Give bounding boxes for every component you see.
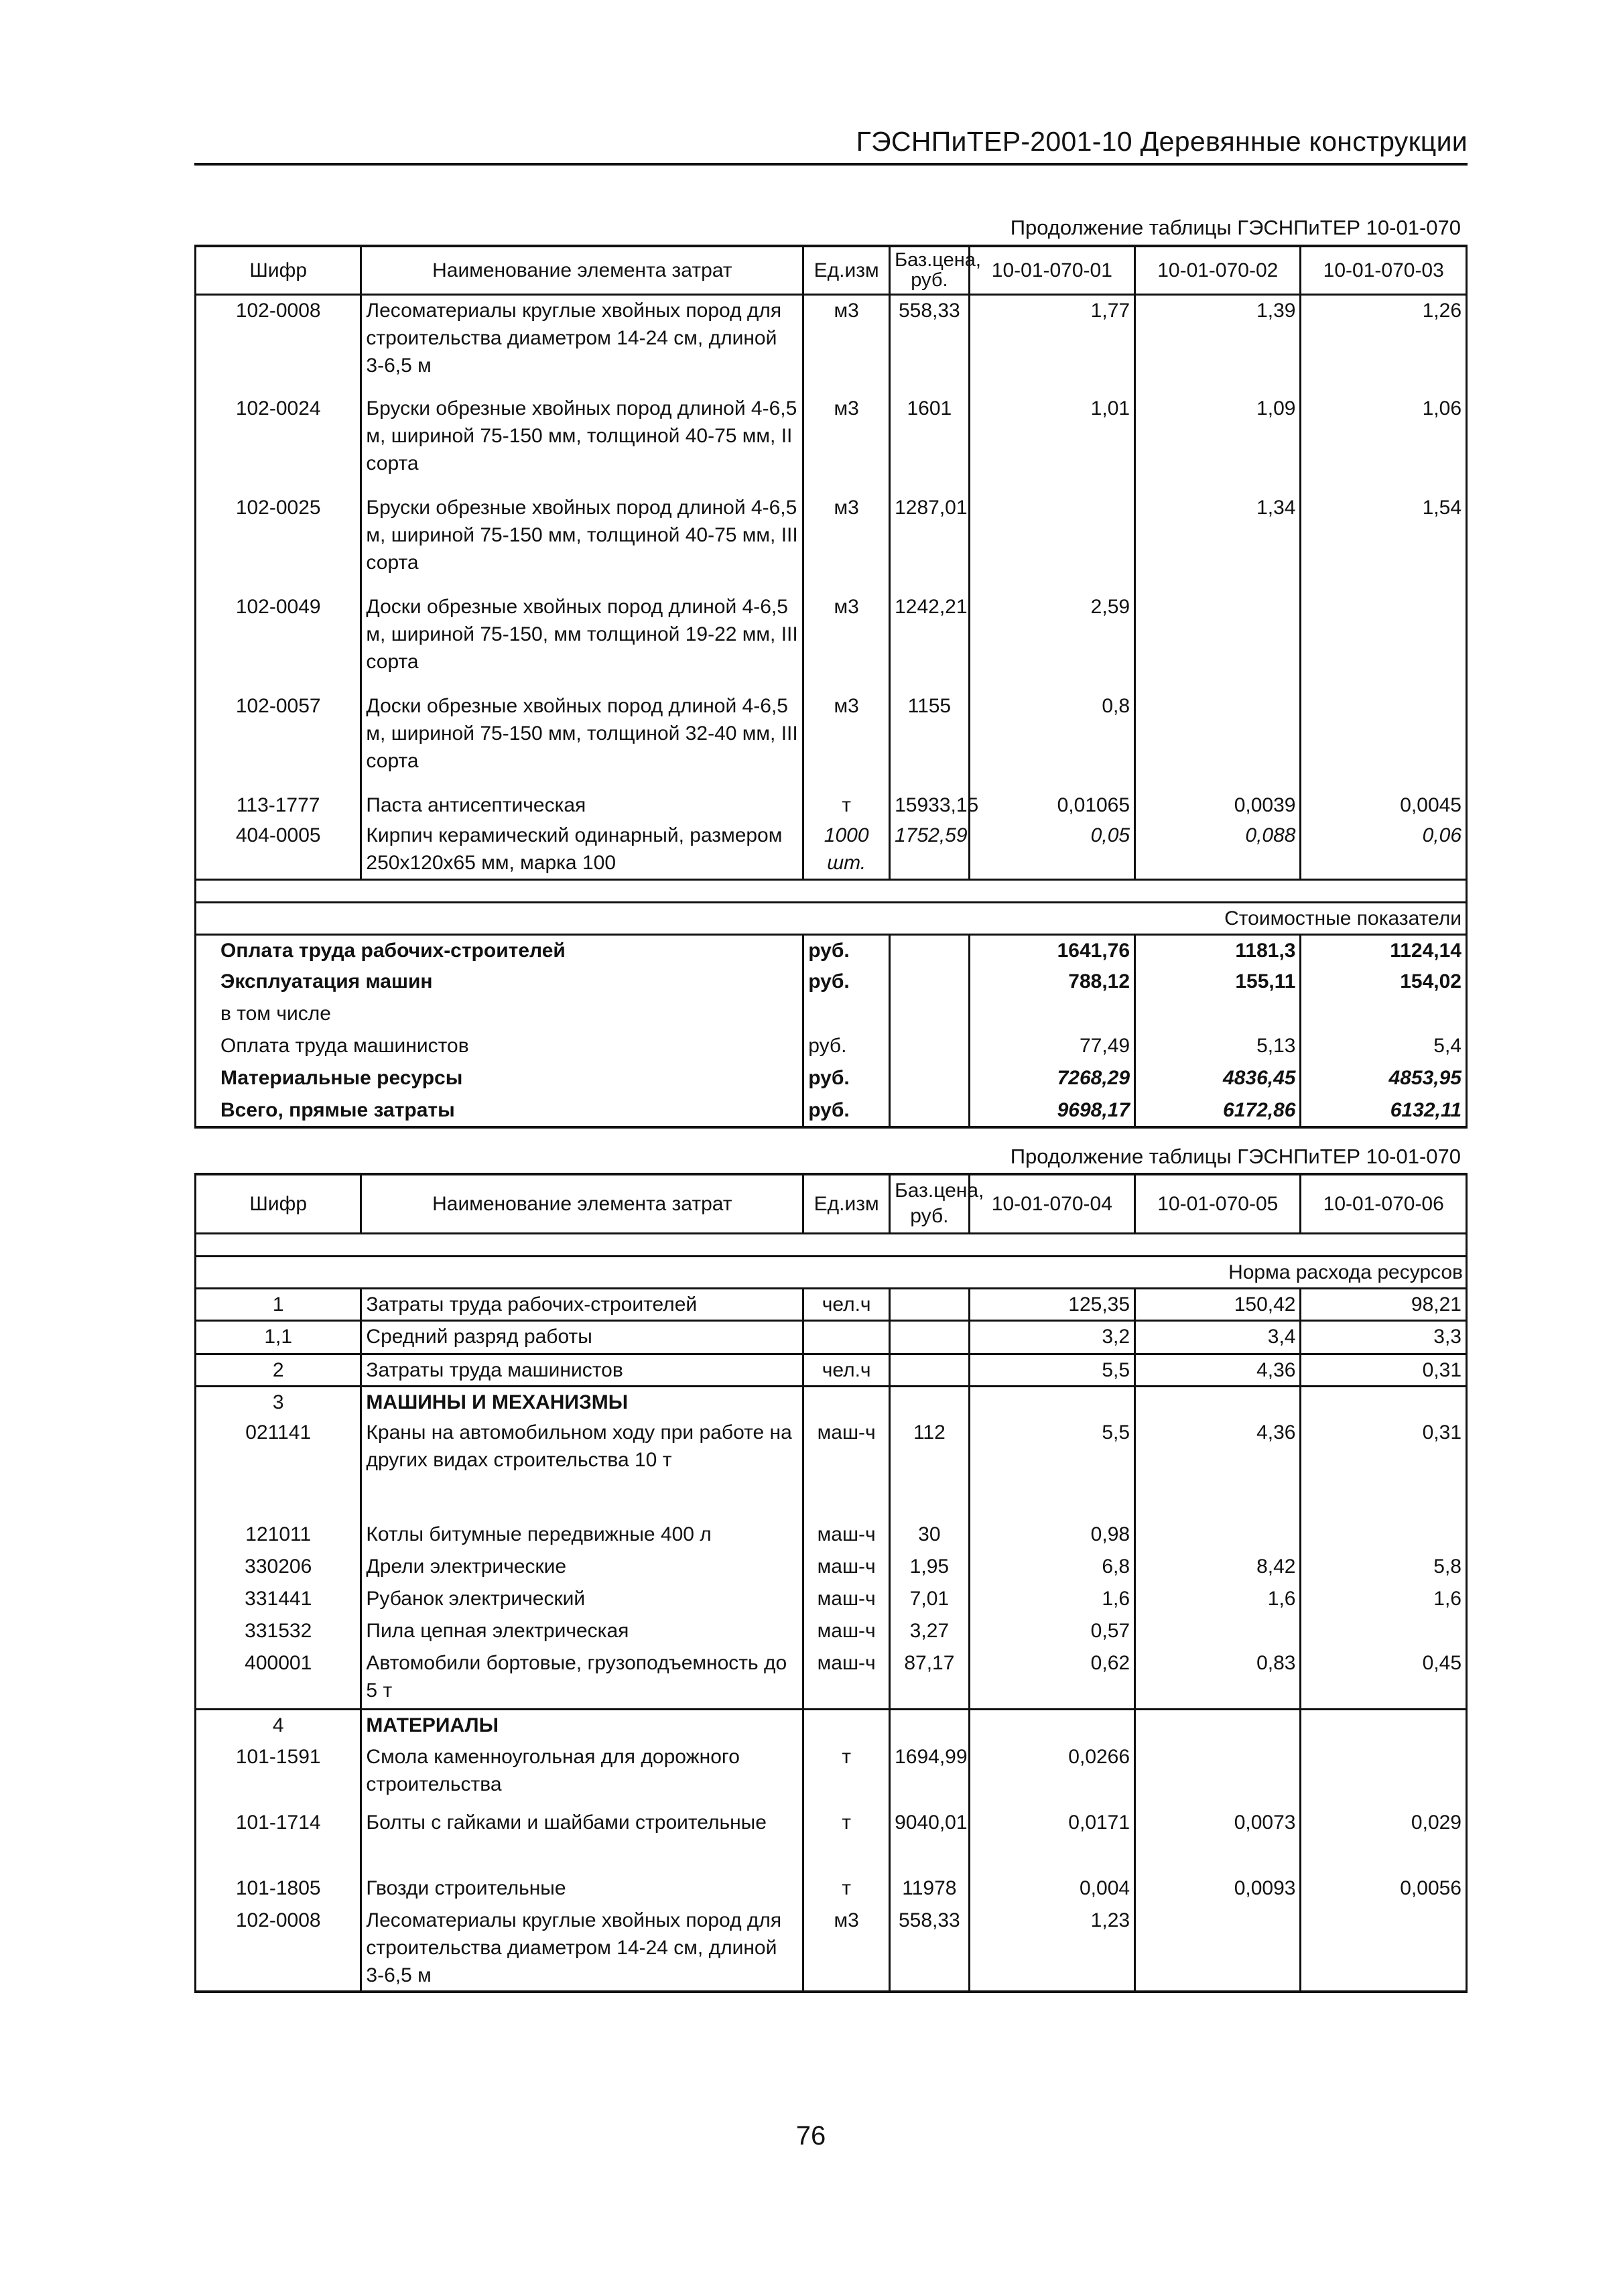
cost-value: 5,13 bbox=[1135, 1031, 1301, 1063]
cell-unit: 1000 шт. bbox=[803, 820, 890, 879]
cell-code: 021141 bbox=[196, 1417, 361, 1519]
table-row bbox=[196, 1551, 1467, 1584]
cost-row bbox=[196, 966, 1467, 999]
cell-code: 121011 bbox=[196, 1519, 361, 1551]
cell-name: Кирпич керамический одинарный, размером 250x120x65 мм, марка 100 bbox=[361, 820, 803, 879]
cell-unit: м3 bbox=[803, 1905, 890, 1992]
cost-value: 155,11 bbox=[1135, 966, 1301, 999]
cell-value bbox=[1135, 691, 1301, 790]
cell-price: 1694,99 bbox=[890, 1742, 970, 1807]
cell-value: 1,77 bbox=[969, 294, 1134, 393]
cost-value: 4836,45 bbox=[1135, 1063, 1301, 1095]
cell-code: 102-0025 bbox=[196, 493, 361, 592]
cell-value: 0,0073 bbox=[1135, 1807, 1301, 1873]
cell-value: 2,59 bbox=[969, 592, 1134, 691]
cell-unit: маш-ч bbox=[803, 1584, 890, 1616]
table-row bbox=[196, 1873, 1467, 1905]
table-row bbox=[196, 691, 1467, 790]
cell-price: 1287,01 bbox=[890, 493, 970, 592]
cost-price bbox=[890, 966, 970, 999]
cost-value: 154,02 bbox=[1301, 966, 1467, 999]
table2 bbox=[194, 1173, 1468, 1993]
cell-name: Пила цепная электрическая bbox=[361, 1616, 803, 1648]
table-row bbox=[196, 1742, 1467, 1807]
cell-name: Краны на автомобильном ходу при работе на других видах строительства 10 т bbox=[361, 1417, 803, 1519]
cell-unit: м3 bbox=[803, 592, 890, 691]
cell-value: 0,0171 bbox=[969, 1807, 1134, 1873]
cost-label: в том числе bbox=[196, 999, 803, 1031]
cost-value bbox=[969, 999, 1134, 1031]
cell-code: 330206 bbox=[196, 1551, 361, 1584]
col-header-unit: Ед.изм bbox=[803, 1174, 890, 1233]
col-header-v3: 10-01-070-03 bbox=[1301, 246, 1467, 294]
cell-code: 2 bbox=[196, 1354, 361, 1386]
cell-value: 4,36 bbox=[1135, 1417, 1301, 1519]
cost-label: Эксплуатация машин bbox=[196, 966, 803, 999]
cell-value: 3,4 bbox=[1135, 1320, 1301, 1354]
cost-row bbox=[196, 1063, 1467, 1095]
cell-value: 0,004 bbox=[969, 1873, 1134, 1905]
cell-code: 102-0008 bbox=[196, 294, 361, 393]
cell-code: 404-0005 bbox=[196, 820, 361, 879]
cell-value bbox=[969, 1710, 1134, 1742]
cost-value: 9698,17 bbox=[969, 1095, 1134, 1127]
cell-unit bbox=[803, 1386, 890, 1417]
cell-price: 11978 bbox=[890, 1873, 970, 1905]
table2-caption: Продолжение таблицы ГЭСНПиТЕР 10-01-070 bbox=[1010, 1145, 1461, 1168]
cell-value: 5,5 bbox=[969, 1354, 1134, 1386]
cost-row bbox=[196, 1031, 1467, 1063]
cell-name: Бруски обрезные хвойных пород длиной 4-6,5 м, шириной 75-150 мм, толщиной 40-75 мм, II сорта bbox=[361, 393, 803, 493]
cell-name: Доски обрезные хвойных пород длиной 4-6,5 м, шириной 75-150 мм, толщиной 32-40 мм, III сорта bbox=[361, 691, 803, 790]
table1 bbox=[194, 245, 1468, 1129]
cell-price bbox=[890, 1710, 970, 1742]
cell-value: 0,0093 bbox=[1135, 1873, 1301, 1905]
cell-name: Рубанок электрический bbox=[361, 1584, 803, 1616]
cost-value: 7268,29 bbox=[969, 1063, 1134, 1095]
cell-value bbox=[969, 493, 1134, 592]
cell-name: Смола каменноугольная для дорожного строительства bbox=[361, 1742, 803, 1807]
cell-price: 1155 bbox=[890, 691, 970, 790]
cell-unit bbox=[803, 1320, 890, 1354]
cell-value bbox=[1301, 691, 1467, 790]
cell-value: 1,01 bbox=[969, 393, 1134, 493]
cost-value: 1124,14 bbox=[1301, 934, 1467, 966]
cell-value: 0,57 bbox=[969, 1616, 1134, 1648]
cell-unit: м3 bbox=[803, 393, 890, 493]
cell-unit: м3 bbox=[803, 493, 890, 592]
cell-value bbox=[1135, 1519, 1301, 1551]
cell-value: 0,62 bbox=[969, 1648, 1134, 1710]
running-header: ГЭСНПиТЕР-2001-10 Деревянные конструкции bbox=[856, 126, 1468, 157]
cell-price bbox=[890, 1288, 970, 1320]
cost-row bbox=[196, 1095, 1467, 1127]
table1-spacer-row bbox=[196, 879, 1467, 902]
cost-value bbox=[1301, 999, 1467, 1031]
cell-unit: т bbox=[803, 790, 890, 820]
cell-name: Болты с гайками и шайбами строительные bbox=[361, 1807, 803, 1873]
cell-unit: т bbox=[803, 1742, 890, 1807]
col-header-code: Шифр bbox=[196, 246, 361, 294]
col-header-v4: 10-01-070-04 bbox=[969, 1174, 1134, 1233]
cell-value: 150,42 bbox=[1135, 1288, 1301, 1320]
cell-price: 558,33 bbox=[890, 294, 970, 393]
cell-price: 558,33 bbox=[890, 1905, 970, 1992]
cell-code: 101-1805 bbox=[196, 1873, 361, 1905]
cell-unit: т bbox=[803, 1807, 890, 1873]
cost-value: 4853,95 bbox=[1301, 1063, 1467, 1095]
cell-unit bbox=[803, 1710, 890, 1742]
cell-value bbox=[1301, 1519, 1467, 1551]
cell-unit: маш-ч bbox=[803, 1417, 890, 1519]
cell-name: Доски обрезные хвойных пород длиной 4-6,5 м, шириной 75-150, мм толщиной 19-22 мм, III сорта bbox=[361, 592, 803, 691]
cell-price: 1242,21 bbox=[890, 592, 970, 691]
cost-unit: руб. bbox=[803, 966, 890, 999]
cell-name: Средний разряд работы bbox=[361, 1320, 803, 1354]
table-row bbox=[196, 1354, 1467, 1386]
table-row bbox=[196, 592, 1467, 691]
cell-code: 3 bbox=[196, 1386, 361, 1417]
col-header-code: Шифр bbox=[196, 1174, 361, 1233]
cell-value bbox=[1135, 1616, 1301, 1648]
cost-unit: руб. bbox=[803, 1063, 890, 1095]
cost-value: 6172,86 bbox=[1135, 1095, 1301, 1127]
page-number: 76 bbox=[795, 2121, 826, 2151]
table-row bbox=[196, 294, 1467, 393]
cell-code: 101-1591 bbox=[196, 1742, 361, 1807]
table-row bbox=[196, 1320, 1467, 1354]
cell-code: 1 bbox=[196, 1288, 361, 1320]
col-header-v1: 10-01-070-01 bbox=[969, 246, 1134, 294]
cell-unit: чел.ч bbox=[803, 1354, 890, 1386]
cell-name: Лесоматериалы круглые хвойных пород для строительства диаметром 14-24 см, длиной 3-6,5 м bbox=[361, 294, 803, 393]
cost-unit: руб. bbox=[803, 1095, 890, 1127]
cell-value bbox=[969, 1386, 1134, 1417]
cell-price: 30 bbox=[890, 1519, 970, 1551]
cell-value bbox=[1301, 1616, 1467, 1648]
cell-value: 0,088 bbox=[1135, 820, 1301, 879]
cost-value: 5,4 bbox=[1301, 1031, 1467, 1063]
cell-code: 1,1 bbox=[196, 1320, 361, 1354]
cell-value: 1,6 bbox=[1301, 1584, 1467, 1616]
cell-name: МАТЕРИАЛЫ bbox=[361, 1710, 803, 1742]
section-label: Норма расхода ресурсов bbox=[1135, 1256, 1467, 1288]
cell-value: 0,83 bbox=[1135, 1648, 1301, 1710]
cell-value: 1,39 bbox=[1135, 294, 1301, 393]
cell-unit: маш-ч bbox=[803, 1616, 890, 1648]
cell-price: 9040,01 bbox=[890, 1807, 970, 1873]
cost-value: 77,49 bbox=[969, 1031, 1134, 1063]
table-row bbox=[196, 1519, 1467, 1551]
table-row bbox=[196, 820, 1467, 879]
cell-code: 4 bbox=[196, 1710, 361, 1742]
cell-value bbox=[1301, 1905, 1467, 1992]
cost-unit: руб. bbox=[803, 934, 890, 966]
cell-value: 0,05 bbox=[969, 820, 1134, 879]
header-rule bbox=[194, 163, 1468, 166]
cost-value: 1181,3 bbox=[1135, 934, 1301, 966]
cost-label: Оплата труда рабочих-строителей bbox=[196, 934, 803, 966]
cell-price: 112 bbox=[890, 1417, 970, 1519]
cell-price: 1752,59 bbox=[890, 820, 970, 879]
cell-name: Гвозди строительные bbox=[361, 1873, 803, 1905]
cell-value: 1,6 bbox=[969, 1584, 1134, 1616]
cell-code: 101-1714 bbox=[196, 1807, 361, 1873]
table2-header-row bbox=[196, 1174, 1467, 1233]
cell-value: 0,98 bbox=[969, 1519, 1134, 1551]
cost-unit bbox=[803, 999, 890, 1031]
col-header-price: Баз.цена, руб. bbox=[890, 246, 970, 294]
cell-name: Затраты труда рабочих-строителей bbox=[361, 1288, 803, 1320]
cell-name: Лесоматериалы круглые хвойных пород для строительства диаметром 14-24 см, длиной 3-6,5 м bbox=[361, 1905, 803, 1992]
table2-spacer-row bbox=[196, 1233, 1467, 1256]
col-header-name: Наименование элемента затрат bbox=[361, 1174, 803, 1233]
table-row bbox=[196, 1584, 1467, 1616]
cell-code: 102-0049 bbox=[196, 592, 361, 691]
cell-value: 5,5 bbox=[969, 1417, 1134, 1519]
cell-value: 0,0039 bbox=[1135, 790, 1301, 820]
col-header-v5: 10-01-070-05 bbox=[1135, 1174, 1301, 1233]
cell-value bbox=[1301, 592, 1467, 691]
cell-price: 1,95 bbox=[890, 1551, 970, 1584]
table-row bbox=[196, 493, 1467, 592]
cell-value: 0,0056 bbox=[1301, 1873, 1467, 1905]
cell-unit: чел.ч bbox=[803, 1288, 890, 1320]
cell-price: 7,01 bbox=[890, 1584, 970, 1616]
cell-value: 3,2 bbox=[969, 1320, 1134, 1354]
cell-unit: маш-ч bbox=[803, 1519, 890, 1551]
cost-label: Материальные ресурсы bbox=[196, 1063, 803, 1095]
cell-value: 0,31 bbox=[1301, 1354, 1467, 1386]
table-row bbox=[196, 1386, 1467, 1417]
cell-name: Дрели электрические bbox=[361, 1551, 803, 1584]
cell-value: 0,31 bbox=[1301, 1417, 1467, 1519]
cell-unit: маш-ч bbox=[803, 1648, 890, 1710]
cell-name: Затраты труда машинистов bbox=[361, 1354, 803, 1386]
table-row bbox=[196, 1905, 1467, 1992]
cell-price: 1601 bbox=[890, 393, 970, 493]
cell-value bbox=[1301, 1742, 1467, 1807]
cell-code: 331532 bbox=[196, 1616, 361, 1648]
cost-row bbox=[196, 999, 1467, 1031]
cell-value bbox=[1135, 1710, 1301, 1742]
cell-value: 1,23 bbox=[969, 1905, 1134, 1992]
cell-value: 1,09 bbox=[1135, 393, 1301, 493]
cell-price bbox=[890, 1354, 970, 1386]
cell-code: 102-0008 bbox=[196, 1905, 361, 1992]
table2-section-row bbox=[196, 1256, 1467, 1288]
cell-value: 4,36 bbox=[1135, 1354, 1301, 1386]
cell-code: 331441 bbox=[196, 1584, 361, 1616]
cell-name: МАШИНЫ И МЕХАНИЗМЫ bbox=[361, 1386, 803, 1417]
cost-row bbox=[196, 934, 1467, 966]
cell-value: 0,0045 bbox=[1301, 790, 1467, 820]
cell-name: Котлы битумные передвижные 400 л bbox=[361, 1519, 803, 1551]
cell-value: 5,8 bbox=[1301, 1551, 1467, 1584]
table1-caption: Продолжение таблицы ГЭСНПиТЕР 10-01-070 bbox=[1010, 216, 1461, 239]
cell-unit: т bbox=[803, 1873, 890, 1905]
cost-value: 1641,76 bbox=[969, 934, 1134, 966]
cell-value: 98,21 bbox=[1301, 1288, 1467, 1320]
cell-code: 102-0024 bbox=[196, 393, 361, 493]
cost-price bbox=[890, 1095, 970, 1127]
col-header-unit: Ед.изм bbox=[803, 246, 890, 294]
cell-price: 3,27 bbox=[890, 1616, 970, 1648]
cost-value: 6132,11 bbox=[1301, 1095, 1467, 1127]
cell-value: 1,06 bbox=[1301, 393, 1467, 493]
cell-price: 15933,15 bbox=[890, 790, 970, 820]
cell-value: 0,0266 bbox=[969, 1742, 1134, 1807]
table1-header-row bbox=[196, 246, 1467, 294]
cell-unit: м3 bbox=[803, 294, 890, 393]
table-row bbox=[196, 1648, 1467, 1710]
cell-value: 0,45 bbox=[1301, 1648, 1467, 1710]
table-row bbox=[196, 393, 1467, 493]
col-header-v6: 10-01-070-06 bbox=[1301, 1174, 1467, 1233]
cell-name: Паста антисептическая bbox=[361, 790, 803, 820]
cell-value: 3,3 bbox=[1301, 1320, 1467, 1354]
col-header-v2: 10-01-070-02 bbox=[1135, 246, 1301, 294]
cell-value bbox=[1135, 1386, 1301, 1417]
cell-value: 125,35 bbox=[969, 1288, 1134, 1320]
cell-value bbox=[1135, 1905, 1301, 1992]
table-row bbox=[196, 1616, 1467, 1648]
cost-label: Оплата труда машинистов bbox=[196, 1031, 803, 1063]
cell-unit: маш-ч bbox=[803, 1551, 890, 1584]
cell-value bbox=[1135, 592, 1301, 691]
cell-value: 8,42 bbox=[1135, 1551, 1301, 1584]
cell-value: 0,06 bbox=[1301, 820, 1467, 879]
cost-value bbox=[1135, 999, 1301, 1031]
cell-value bbox=[1301, 1710, 1467, 1742]
cell-value: 6,8 bbox=[969, 1551, 1134, 1584]
cell-value bbox=[1135, 1742, 1301, 1807]
cell-value: 0,01065 bbox=[969, 790, 1134, 820]
cell-value bbox=[1301, 1386, 1467, 1417]
cell-value: 0,029 bbox=[1301, 1807, 1467, 1873]
cell-value: 1,6 bbox=[1135, 1584, 1301, 1616]
cell-price bbox=[890, 1386, 970, 1417]
cost-value: 788,12 bbox=[969, 966, 1134, 999]
table-row bbox=[196, 1288, 1467, 1320]
cell-code: 113-1777 bbox=[196, 790, 361, 820]
cell-code: 102-0057 bbox=[196, 691, 361, 790]
table-row bbox=[196, 1807, 1467, 1873]
cell-unit: м3 bbox=[803, 691, 890, 790]
cost-price bbox=[890, 1031, 970, 1063]
col-header-name: Наименование элемента затрат bbox=[361, 246, 803, 294]
cell-value: 0,8 bbox=[969, 691, 1134, 790]
table-row bbox=[196, 790, 1467, 820]
cell-name: Автомобили бортовые, грузоподъемность до 5 т bbox=[361, 1648, 803, 1710]
cell-value: 1,54 bbox=[1301, 493, 1467, 592]
section-label: Стоимостные показатели bbox=[196, 902, 1467, 934]
cell-value: 1,34 bbox=[1135, 493, 1301, 592]
col-header-price: Баз.цена, руб. bbox=[890, 1174, 970, 1233]
cell-code: 400001 bbox=[196, 1648, 361, 1710]
table-row bbox=[196, 1417, 1467, 1519]
cell-price bbox=[890, 1320, 970, 1354]
table1-section-row bbox=[196, 902, 1467, 934]
table-row bbox=[196, 1710, 1467, 1742]
cost-price bbox=[890, 999, 970, 1031]
cost-label: Всего, прямые затраты bbox=[196, 1095, 803, 1127]
cell-value: 1,26 bbox=[1301, 294, 1467, 393]
cell-name: Бруски обрезные хвойных пород длиной 4-6,5 м, шириной 75-150 мм, толщиной 40-75 мм, III сорта bbox=[361, 493, 803, 592]
cost-price bbox=[890, 934, 970, 966]
cost-price bbox=[890, 1063, 970, 1095]
cell-price: 87,17 bbox=[890, 1648, 970, 1710]
cost-unit: руб. bbox=[803, 1031, 890, 1063]
